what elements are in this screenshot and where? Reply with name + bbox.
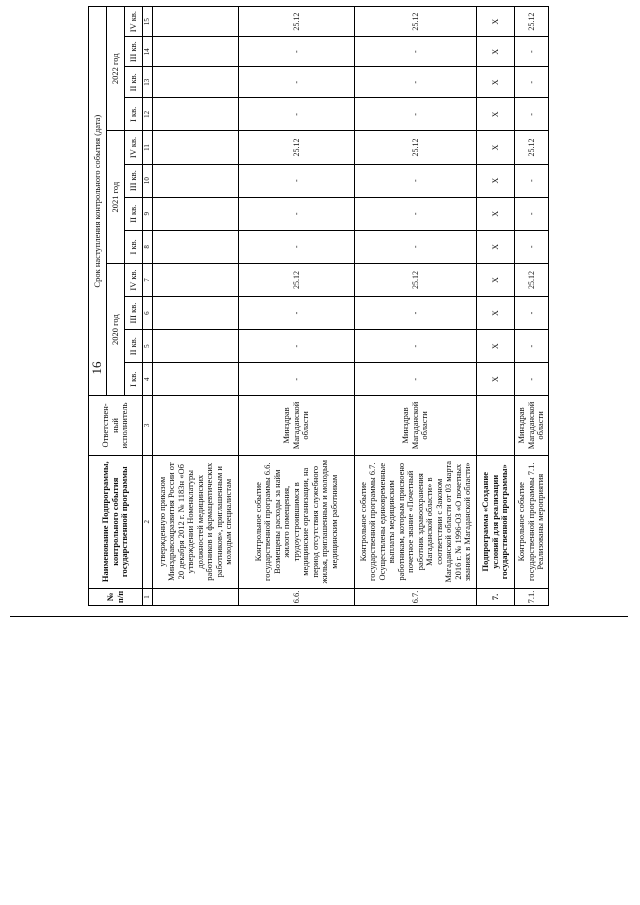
column-number: 5 bbox=[143, 330, 153, 363]
quarter-cell: - bbox=[355, 98, 477, 131]
table-row bbox=[477, 7, 515, 606]
quarter-cell: - bbox=[515, 197, 549, 230]
quarter-cell: 25.12 bbox=[239, 263, 355, 296]
header-num: № п/п bbox=[89, 588, 143, 605]
column-number: 4 bbox=[143, 363, 153, 396]
row-name: Контрольное событие государственной программы 6.6. Возмещены расходы за найм жилого помещения, трудоустроившимся в медицинские организации, на период отсутствия служебного жилья, приглашенным и молодым медицинским работникам bbox=[239, 455, 355, 588]
quarter-cell: X bbox=[477, 263, 515, 296]
header-quarter: IV кв. bbox=[125, 131, 143, 164]
quarter-cell: - bbox=[239, 230, 355, 263]
header-year-2021: 2021 год bbox=[107, 131, 125, 263]
table-row bbox=[153, 7, 239, 606]
table-row bbox=[515, 7, 549, 606]
header-quarter: IV кв. bbox=[125, 263, 143, 296]
quarter-cell: X bbox=[477, 164, 515, 197]
row-responsible: Минздрав Магаданской области bbox=[239, 396, 355, 455]
quarter-cell: - bbox=[515, 98, 549, 131]
quarter-cell: 25.12 bbox=[515, 7, 549, 37]
header-year-2020: 2020 год bbox=[107, 263, 125, 395]
quarter-cell bbox=[153, 263, 239, 296]
table-row bbox=[355, 7, 477, 606]
quarter-cell: - bbox=[239, 37, 355, 67]
column-number: 1 bbox=[143, 588, 153, 605]
header-quarter: I кв. bbox=[125, 230, 143, 263]
header-year-2022: 2022 год bbox=[107, 7, 125, 131]
header-quarter: IV кв. bbox=[125, 7, 143, 37]
row-name: Контрольное событие государственной программы 6.7. Осуществлены единовременные выплаты медицинским работникам, которым присвоено почетное звание «Почетный работник здравоохранения Магаданской области» в соответствии с Законом Магаданской области от 03 марта 2016 г. № 1996-ОЗ «О почетных званиях в Магаданской области» bbox=[355, 455, 477, 588]
column-number: 11 bbox=[143, 131, 153, 164]
column-number: 3 bbox=[143, 396, 153, 455]
quarter-cell: - bbox=[355, 67, 477, 98]
quarter-cell: - bbox=[355, 297, 477, 330]
page-number: 16 bbox=[89, 361, 104, 375]
quarter-cell bbox=[153, 131, 239, 164]
header-quarter: II кв. bbox=[125, 197, 143, 230]
horizontal-rule bbox=[10, 616, 628, 617]
column-number: 12 bbox=[143, 98, 153, 131]
row-name: Контрольное событие государственной программы 7.1. Реализованы мероприятия bbox=[515, 455, 549, 588]
quarter-cell: - bbox=[239, 297, 355, 330]
table-row bbox=[239, 7, 355, 606]
row-num: 7.1. bbox=[515, 588, 549, 605]
quarter-cell: X bbox=[477, 131, 515, 164]
quarter-cell: 25.12 bbox=[515, 131, 549, 164]
quarter-cell: - bbox=[239, 98, 355, 131]
row-responsible: Минздрав Магаданской области bbox=[355, 396, 477, 455]
header-quarter: I кв. bbox=[125, 98, 143, 131]
quarter-cell: 25.12 bbox=[239, 7, 355, 37]
row-responsible bbox=[477, 396, 515, 455]
quarter-cell: X bbox=[477, 297, 515, 330]
quarter-cell: - bbox=[515, 164, 549, 197]
quarter-cell bbox=[153, 164, 239, 197]
header-deadline: Срок наступления контрольного события (дата) bbox=[89, 7, 107, 396]
quarter-cell: X bbox=[477, 98, 515, 131]
quarter-cell bbox=[153, 363, 239, 396]
quarter-cell: X bbox=[477, 37, 515, 67]
header-quarter: III кв. bbox=[125, 164, 143, 197]
quarter-cell: - bbox=[515, 37, 549, 67]
header-quarter: I кв. bbox=[125, 363, 143, 396]
quarter-cell: - bbox=[239, 67, 355, 98]
quarter-cell bbox=[153, 98, 239, 131]
row-num: 6.6. bbox=[239, 588, 355, 605]
header-quarter: II кв. bbox=[125, 330, 143, 363]
quarter-cell bbox=[153, 7, 239, 37]
row-num bbox=[153, 588, 239, 605]
column-number: 6 bbox=[143, 297, 153, 330]
control-events-table-wrapper bbox=[88, 6, 546, 606]
quarter-cell: X bbox=[477, 230, 515, 263]
quarter-cell: - bbox=[355, 37, 477, 67]
quarter-cell bbox=[153, 197, 239, 230]
quarter-cell: - bbox=[355, 197, 477, 230]
quarter-cell: 25.12 bbox=[515, 263, 549, 296]
header-quarter: III кв. bbox=[125, 37, 143, 67]
row-name: Подпрограмма «Создание условий для реализации государственной программы» bbox=[477, 455, 515, 588]
quarter-cell bbox=[153, 230, 239, 263]
header-responsible: Ответствен-ный исполнитель bbox=[89, 396, 143, 455]
quarter-cell: - bbox=[239, 330, 355, 363]
quarter-cell: - bbox=[355, 230, 477, 263]
quarter-cell: - bbox=[515, 67, 549, 98]
column-number: 2 bbox=[143, 455, 153, 588]
control-events-table bbox=[88, 6, 549, 606]
column-number: 14 bbox=[143, 37, 153, 67]
column-number: 15 bbox=[143, 7, 153, 37]
quarter-cell: 25.12 bbox=[239, 131, 355, 164]
row-name: утвержденную приказом Минздравсоцразвития России от 20 декабря 2012 г. № 1183н «Об утверждении Номенклатуры должностей медицинских работников и фармацевтических работников», приглашенным и молодым специалистам bbox=[153, 455, 239, 588]
quarter-cell: - bbox=[239, 197, 355, 230]
header-name: Наименование Подпрограммы, контрольного события государственной программы bbox=[89, 455, 143, 588]
quarter-cell: - bbox=[239, 363, 355, 396]
quarter-cell: 25.12 bbox=[355, 7, 477, 37]
quarter-cell: - bbox=[515, 330, 549, 363]
row-num: 6.7. bbox=[355, 588, 477, 605]
quarter-cell: - bbox=[515, 363, 549, 396]
quarter-cell bbox=[153, 330, 239, 363]
quarter-cell: X bbox=[477, 7, 515, 37]
column-number: 13 bbox=[143, 67, 153, 98]
quarter-cell: - bbox=[355, 164, 477, 197]
quarter-cell: X bbox=[477, 67, 515, 98]
quarter-cell bbox=[153, 67, 239, 98]
quarter-cell: 25.12 bbox=[355, 131, 477, 164]
quarter-cell bbox=[153, 297, 239, 330]
column-number: 8 bbox=[143, 230, 153, 263]
quarter-cell bbox=[153, 37, 239, 67]
header-quarter: III кв. bbox=[125, 297, 143, 330]
quarter-cell: - bbox=[355, 363, 477, 396]
quarter-cell: - bbox=[239, 164, 355, 197]
quarter-cell: 25.12 bbox=[355, 263, 477, 296]
quarter-cell: X bbox=[477, 330, 515, 363]
quarter-cell: - bbox=[355, 330, 477, 363]
quarter-cell: X bbox=[477, 197, 515, 230]
quarter-cell: - bbox=[515, 230, 549, 263]
quarter-cell: X bbox=[477, 363, 515, 396]
header-quarter: II кв. bbox=[125, 67, 143, 98]
row-num: 7. bbox=[477, 588, 515, 605]
row-responsible: Минздрав Магаданской области bbox=[515, 396, 549, 455]
quarter-cell: - bbox=[515, 297, 549, 330]
row-responsible bbox=[153, 396, 239, 455]
column-number: 7 bbox=[143, 263, 153, 296]
column-number: 10 bbox=[143, 164, 153, 197]
column-number: 9 bbox=[143, 197, 153, 230]
